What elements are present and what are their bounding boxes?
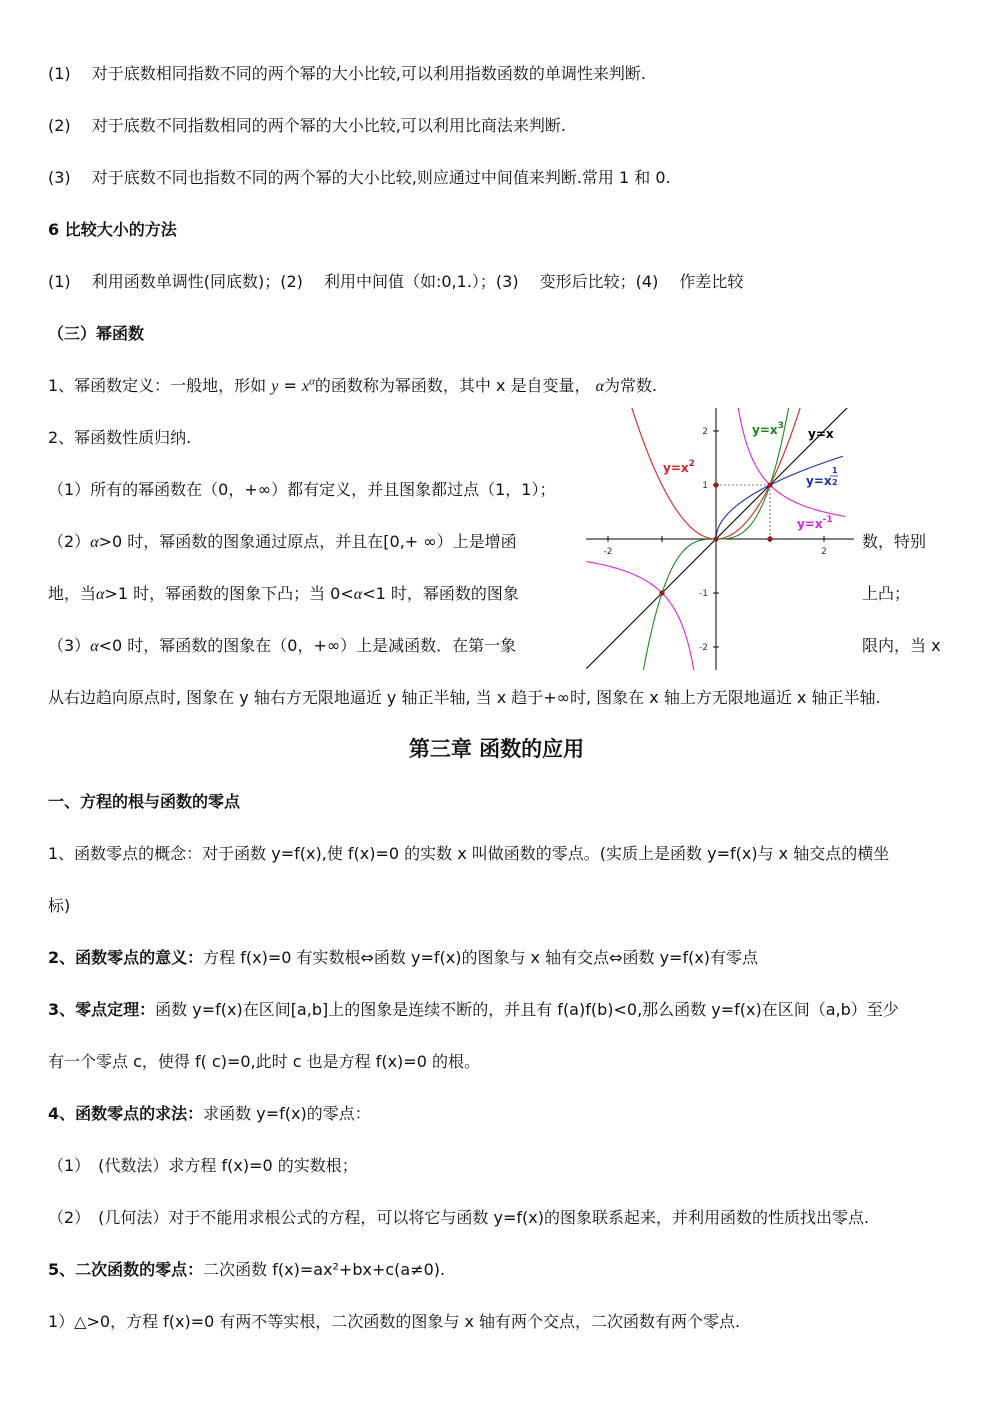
svg-text:y=x: y=x: [806, 474, 832, 488]
label-y-x: y=x: [808, 427, 834, 441]
zero-method-text: 求函数 y=f(x)的零点：: [203, 1104, 371, 1123]
label-y-x-half: [806, 466, 838, 488]
zero-theorem-text: 函数 y=f(x)在区间[a,b]上的图象是连续不断的，并且有 f(a)f(b)<0,那么函数 y=f(x)在区间（a,b）至少: [155, 1000, 899, 1019]
alpha-symbol: α: [353, 586, 363, 603]
x-tick-label: 2: [821, 547, 827, 557]
formula-y: y: [271, 378, 279, 395]
properties-heading: 2、幂函数性质归纳.: [48, 428, 192, 447]
definition-text-b: 的函数称为幂函数，其中 x 是自变量，: [314, 376, 591, 395]
zero-meaning: [48, 947, 758, 969]
label-y-x3: $y=x^3$: [752, 421, 784, 437]
definition-text-a: 1、幂函数定义：一般地，形如: [48, 376, 267, 395]
svg-text:1: 1: [832, 466, 838, 475]
curve-y-sqrt-x: [716, 456, 843, 539]
section-roots-zeros: 一、方程的根与函数的零点: [48, 792, 241, 811]
property-3-cont: 从右边趋向原点时, 图象在 y 轴右方无限地逼近 y 轴正半轴, 当 x 趋于+∞时, 图象在 x 轴上方无限地逼近 x 轴正半轴.: [48, 688, 881, 707]
property-1: （1）所有的幂函数在（0，+∞）都有定义，并且图象都过点（1，1）；: [48, 480, 556, 499]
graph-point: [713, 536, 718, 541]
compare-item-2: (2) 对于底数不同指数相同的两个幂的大小比较,可以利用比商法来判断.: [48, 116, 566, 135]
power-function-definition: [48, 375, 657, 398]
quadratic-zeros-label: 5、二次函数的零点：: [48, 1260, 204, 1279]
graph-point: [767, 536, 772, 541]
compare-item-1: (1) 对于底数相同指数不同的两个幂的大小比较,可以利用指数函数的单调性来判断.: [48, 64, 646, 83]
zero-method-algebraic: （1） (代数法）求方程 f(x)=0 的实数根；: [48, 1156, 358, 1175]
definition-text-c: 为常数.: [604, 376, 658, 395]
property-3-left: [48, 635, 516, 658]
discriminant-positive: 1）△>0，方程 f(x)=0 有两不等实根，二次函数的图象与 x 轴有两个交点，二次函数有两个零点.: [48, 1312, 741, 1331]
curve-y-inverse-neg: [586, 562, 694, 671]
zero-meaning-text: 方程 f(x)=0 有实数根⇔函数 y=f(x)的图象与 x 轴有交点⇔函数 y=f(x)有零点: [203, 948, 759, 967]
y-tick-label: 1: [702, 481, 708, 491]
quadratic-zeros: [48, 1259, 445, 1281]
zero-concept-cont: 标): [48, 896, 71, 915]
svg-text:2: 2: [832, 478, 838, 487]
property-2-cont-left: [48, 583, 519, 606]
label-y-x2: $y=x^2$: [663, 459, 695, 475]
chapter-title: 第三章 函数的应用: [408, 737, 585, 761]
methods-line: (1) 利用函数单调性(同底数)；(2) 利用中间值（如:0,1.）；(3) 变形后比较；(4) 作差比较: [48, 272, 744, 291]
formula-x: x: [301, 378, 310, 395]
power-function-graph: [586, 408, 856, 670]
property-3-number: （3）: [48, 636, 91, 655]
zero-meaning-label: 2、函数零点的意义：: [48, 948, 204, 967]
property-2-cont-text-a: 地，当: [48, 584, 97, 603]
formula-alpha: α: [309, 375, 315, 388]
zero-theorem: [48, 999, 899, 1021]
zero-concept: 1、函数零点的概念：对于函数 y=f(x),使 f(x)=0 的实数 x 叫做函数的零点。(实质上是函数 y=f(x)与 x 轴交点的横坐: [48, 844, 890, 863]
label-y-x-inverse: $y=x^{-1}$: [797, 515, 833, 531]
power-function-heading: （三）幂函数: [48, 324, 145, 343]
quadratic-zeros-text: 二次函数 f(x)=ax²+bx+c(a≠0).: [203, 1260, 446, 1279]
property-3-text: <0 时，幂函数的图象在（0，+∞）上是减函数．在第一象: [98, 636, 517, 655]
zero-method-geometric: （2） (几何法）对于不能用求根公式的方程，可以将它与函数 y=f(x)的图象联系起来，并利用函数的性质找出零点.: [48, 1208, 870, 1227]
property-2-right: 数，特别: [862, 532, 927, 551]
property-2-cont-text-c: <1 时，幂函数的图象: [362, 584, 519, 603]
property-2-cont-right: 上凸；: [862, 584, 911, 603]
section-heading-6: 6 比较大小的方法: [48, 220, 177, 239]
alpha-symbol: α: [90, 534, 99, 551]
graph-point: [767, 482, 772, 487]
formula-eq: =: [278, 376, 302, 395]
alpha-symbol: α: [90, 638, 99, 655]
y-tick-label: -2: [699, 643, 708, 653]
x-tick-label: -2: [603, 547, 613, 557]
graph-point: [713, 482, 718, 487]
property-2-cont-text-b: >1 时，幂函数的图象下凸；当 0<: [104, 584, 354, 603]
graph-labels: [663, 421, 838, 531]
zero-method: [48, 1103, 371, 1125]
property-3-right: 限内，当 x: [862, 636, 941, 655]
property-2-text: >0 时，幂函数的图象通过原点，并且在[0,+ ∞）上是增函: [98, 532, 517, 551]
alpha-symbol: α: [595, 378, 605, 395]
y-tick-label: -1: [699, 589, 708, 599]
zero-theorem-cont: 有一个零点 c，使得 f( c)=0,此时 c 也是方程 f(x)=0 的根。: [48, 1052, 480, 1071]
compare-item-3: (3) 对于底数不同也指数不同的两个幂的大小比较,则应通过中间值来判断.常用 1 和 0.: [48, 168, 671, 187]
zero-method-label: 4、函数零点的求法：: [48, 1104, 204, 1123]
graph-point: [659, 590, 664, 595]
y-tick-label: 2: [702, 427, 708, 437]
property-2-number: （2）: [48, 532, 91, 551]
property-2-left: [48, 531, 517, 554]
zero-theorem-label: 3、零点定理：: [48, 1000, 156, 1019]
alpha-symbol: α: [96, 586, 105, 603]
